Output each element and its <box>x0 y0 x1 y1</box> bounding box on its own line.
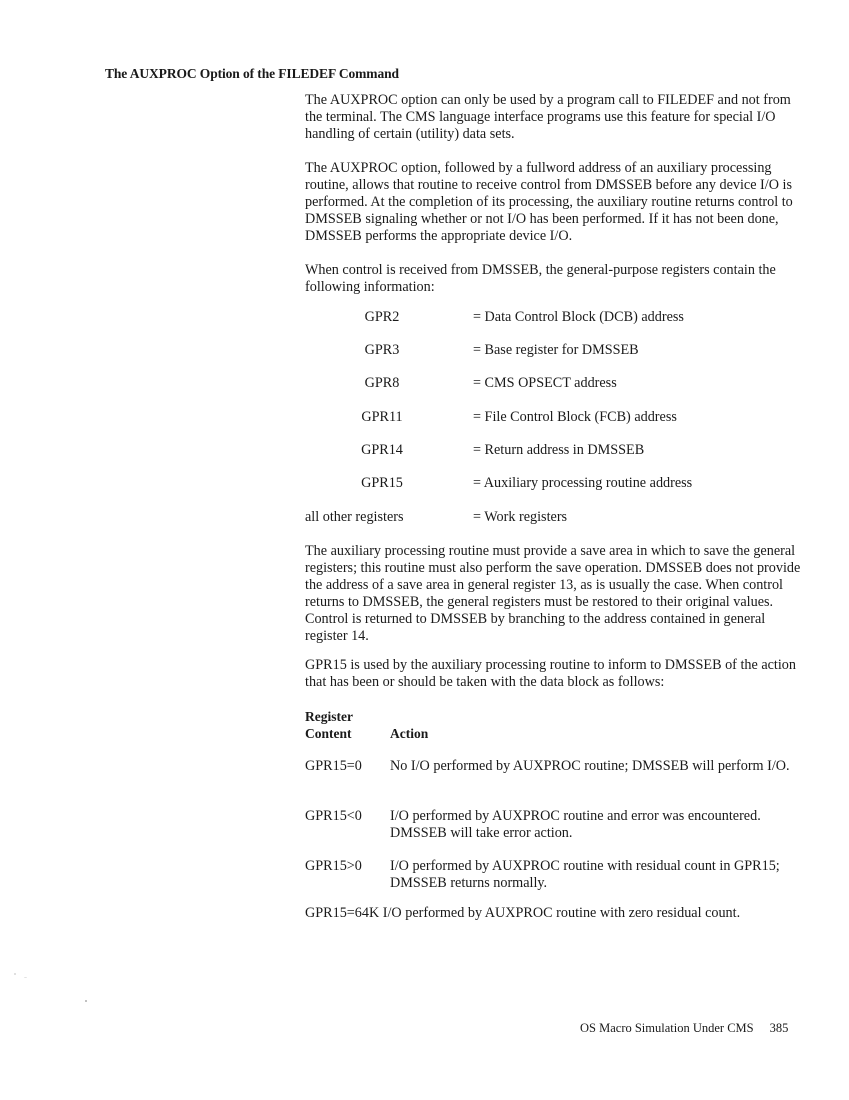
register-name: GPR15 <box>361 475 403 491</box>
register-description: = Auxiliary processing routine address <box>473 475 693 491</box>
register-description: = File Control Block (FCB) address <box>473 409 677 425</box>
page-footer <box>580 1021 788 1036</box>
table-header-content-line1: Register <box>305 709 353 724</box>
scan-speck <box>14 973 16 975</box>
paragraph-intro: The AUXPROC option can only be used by a program call to FILEDEF and not from the terminal. The CMS language interface programs use this feature for special I/O handling of certain (utility) data sets. <box>305 92 791 142</box>
section-heading: The AUXPROC Option of the FILEDEF Command <box>105 66 399 81</box>
register-description: = CMS OPSECT address <box>473 375 617 391</box>
register-action: I/O performed by AUXPROC routine with residual count in GPR15; DMSSEB returns normally. <box>390 858 780 891</box>
paragraph-auxproc-description: The AUXPROC option, followed by a fullword address of an auxiliary processing routine, allows that routine to receive control from DMSSEB before any device I/O is performed. At the completion of its processing, the auxiliary routine returns control to DMSSEB signaling whether or not I/O has been performed. If it has not been done, DMSSEB performs the appropriate device I/O. <box>305 160 793 244</box>
register-name: GPR14 <box>361 442 403 458</box>
table-last-line: GPR15=64K I/O performed by AUXPROC routine with zero residual count. <box>305 905 741 921</box>
page-number: 385 <box>769 1021 789 1035</box>
scan-speck <box>85 1000 87 1002</box>
paragraph-gpr15-usage: GPR15 is used by the auxiliary processing routine to inform to DMSSEB of the action that has been or should be taken with the data block as follows: <box>305 657 796 690</box>
register-content: GPR15>0 <box>305 858 362 874</box>
register-description: = Base register for DMSSEB <box>473 342 639 358</box>
register-description: = Return address in DMSSEB <box>473 442 645 458</box>
register-content: GPR15<0 <box>305 808 362 824</box>
paragraph-registers-intro: When control is received from DMSSEB, the general-purpose registers contain the following information: <box>305 262 776 295</box>
register-action: I/O performed by AUXPROC routine and error was encountered. DMSSEB will take error action. <box>390 808 761 841</box>
register-action: No I/O performed by AUXPROC routine; DMSSEB will perform I/O. <box>390 758 790 774</box>
footer-title: OS Macro Simulation Under CMS <box>580 1021 754 1035</box>
register-name: GPR8 <box>364 375 400 391</box>
scan-speck <box>24 977 27 978</box>
paragraph-save-area: The auxiliary processing routine must provide a save area in which to save the general registers; this routine must also perform the save operation. DMSSEB does not provide the address of a save area in general register 13, as is usually the case. When control returns to DMSSEB, the general registers must be restored to their original values. Control is returned to DMSSEB by branching to the address contained in general register 14. <box>305 543 801 644</box>
register-content: GPR15=0 <box>305 758 362 774</box>
register-name: all other registers <box>305 509 404 525</box>
register-description: = Data Control Block (DCB) address <box>473 309 684 325</box>
register-name: GPR2 <box>364 309 400 325</box>
register-description: = Work registers <box>473 509 568 525</box>
table-header-content-line2: Content <box>305 726 352 741</box>
register-name: GPR11 <box>361 409 403 425</box>
register-name: GPR3 <box>364 342 400 358</box>
table-header-action: Action <box>390 726 429 741</box>
